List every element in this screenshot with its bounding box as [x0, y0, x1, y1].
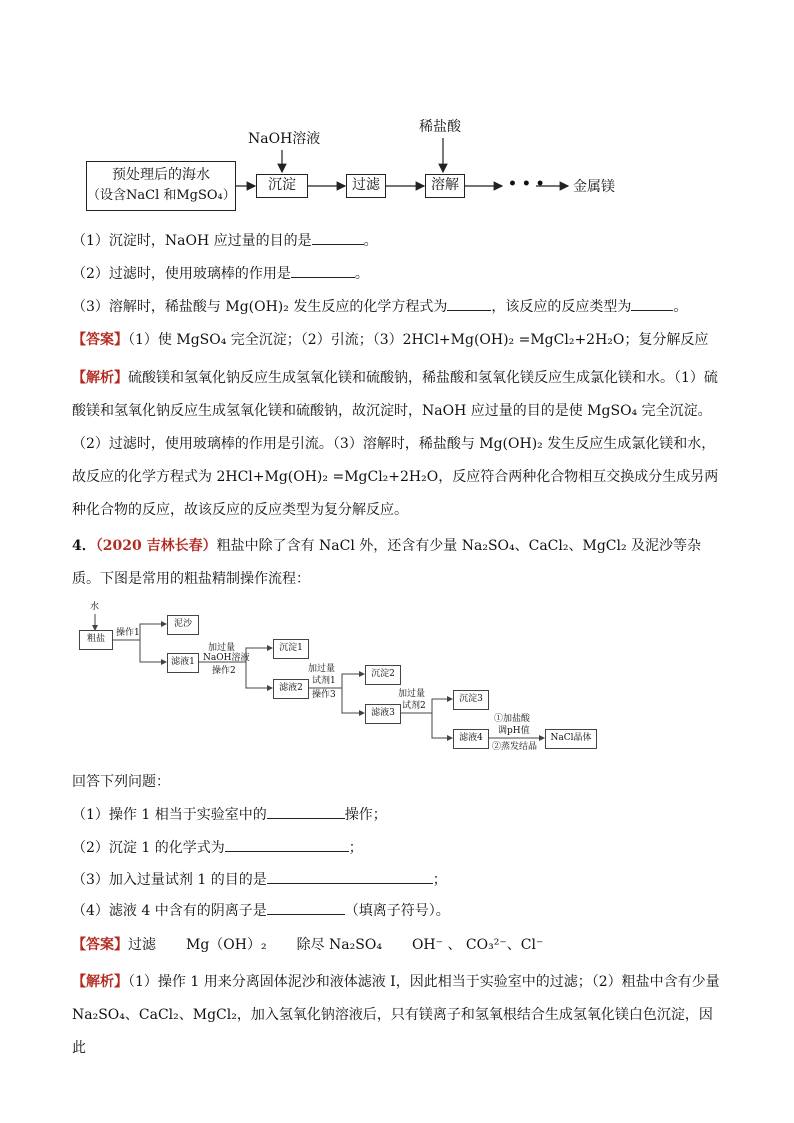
label-naoh-solution: NaOH溶液 [248, 131, 321, 147]
q3-part1-text: （1）沉淀时，NaOH 应过量的目的是 [72, 233, 312, 249]
label-add-r2-1: 加过量 [398, 689, 426, 699]
q3-answer-tail: ；复分解反应 [624, 332, 709, 348]
q4-part3-end: ； [432, 872, 447, 888]
q4-part2-end: ； [348, 840, 363, 856]
box-nacl-crystal: NaCl晶体 [545, 729, 597, 749]
branch-op1-lower [140, 640, 166, 662]
label-final-2: 调pH值 [498, 726, 530, 736]
label-op2: 操作2 [212, 666, 236, 676]
answer-blank [267, 804, 345, 819]
label-add-naoh-2: NaOH溶液 [203, 653, 250, 663]
box-precip3: 沉淀3 [453, 690, 489, 710]
q4-source: （2020 吉林长春） [95, 538, 217, 554]
q3-part3-text-a: （3）溶解时，稀盐酸与 Mg(OH)₂ 发生反应的化学方程式为 [72, 299, 448, 315]
label-add-r2-2: 试剂2 [402, 701, 426, 711]
q4-number: 4． [72, 538, 96, 554]
q4-part4 [72, 900, 450, 921]
q4-answer [72, 935, 543, 955]
box-crude-salt: 粗盐 [79, 630, 113, 650]
q4-answer-1: 过滤 [128, 937, 156, 953]
label-dots: • • • [508, 176, 545, 192]
q4-part3-text: （3）加入过量试剂 1 的目的是 [72, 872, 267, 888]
q4-part3 [72, 869, 447, 890]
box-filtrate3: 滤液3 [365, 704, 401, 724]
label-op1: 操作1 [116, 628, 140, 638]
q3-analysis-text-2: ，反应符合两种化合物相互交换成分生成另两种化合物的反应，故该反应的反应类型为复分解反应。 [72, 469, 719, 518]
box-filtrate2: 滤液2 [273, 679, 309, 699]
q4-answer-2: Mg（OH）₂ [186, 937, 267, 953]
q4-part4-end: （填离子符号）。 [344, 903, 450, 919]
q4-answer-4: OH⁻ 、 CO₃²⁻、Cl⁻ [411, 937, 544, 953]
box-filter: 过滤 [346, 174, 386, 198]
q3-part3-end: 。 [673, 299, 688, 315]
q4-answer-intro: 回答下列问题： [72, 774, 170, 790]
label-metal-mg: 金属镁 [573, 179, 615, 195]
q4-part1 [72, 804, 387, 825]
label-add-naoh-1: 加过量 [208, 643, 236, 653]
label-final-3: ②蒸发结晶 [492, 742, 538, 752]
label-add-r1-1: 加过量 [308, 664, 336, 674]
q4-part1-text: （1）操作 1 相当于实验室中的 [72, 807, 267, 823]
box-dissolve: 溶解 [425, 174, 465, 198]
answer-blank [225, 837, 349, 852]
answer-blank [267, 900, 345, 915]
box-precip1: 沉淀1 [273, 639, 309, 659]
box-precip2: 沉淀2 [365, 665, 401, 685]
q3-analysis-text-1: 硫酸镁和氢氧化钠反应生成氢氧化镁和硫酸钠，稀盐酸和氢氧化镁反应生成氯化镁和水。（1）硫酸镁和氢氧化钠反应生成氢氧化镁和硫酸钠，故沉淀时，NaOH 应过量的目的是使 MgSO₄ 完全沉淀。（2）过滤时，使用玻璃棒的作用是引流。（3）溶解时，稀盐酸与 Mg(OH)₂ 发生反应生成氯化镁和水，故反应的化学方程式为 [72, 370, 718, 485]
q3-part2-text: （2）过滤时，使用玻璃棒的作用是 [72, 266, 291, 282]
q4-analysis-text: （1）操作 1 用来分离固体泥沙和液体滤液 I，因此相当于实验室中的过滤；（2）粗盐中含有少量 Na₂SO₄、CaCl₂、MgCl₂，加入氢氧化钠溶液后，只有镁离子和氢氧根结合生成氢氧化镁白色沉淀，因此 [72, 974, 720, 1056]
label-water: 水 [90, 602, 100, 612]
label-final-1: ①加盐酸 [494, 714, 531, 724]
q3-answer-equation: 2HCl+Mg(OH)₂ =MgCl₂+2H₂O [402, 332, 625, 348]
box-precipitate: 沉淀 [256, 174, 308, 198]
analysis-tag: 【解析】 [72, 974, 128, 990]
box-filtrate4: 滤液4 [453, 729, 489, 749]
q4-part4-text: （4）滤液 4 中含有的阴离子是 [72, 903, 267, 919]
q3-part3-text-b: ，该反应的反应类型为 [491, 299, 632, 315]
label-add-r1-2: 试剂1 [312, 676, 336, 686]
q3-part1-end: 。 [363, 233, 378, 249]
q4-stem-text: 粗盐中除了含有 NaCl 外，还含有少量 Na₂SO₄、CaCl₂、MgCl₂ 及泥沙等杂质。下图是常用的粗盐精制操作流程： [72, 538, 702, 587]
q4-part2-text: （2）沉淀 1 的化学式为 [72, 840, 225, 856]
pretreat-line2: （设含NaCl 和MgSO₄） [87, 188, 236, 203]
analysis-tag: 【解析】 [72, 370, 128, 386]
branch-op2-lower [246, 662, 272, 688]
box-filtrate1: 滤液1 [167, 653, 199, 673]
label-dilute-hcl: 稀盐酸 [419, 119, 461, 135]
q4-part2 [72, 837, 363, 858]
label-op3: 操作3 [312, 690, 336, 700]
answer-blank [267, 869, 433, 884]
answer-tag: 【答案】 [72, 937, 128, 953]
branch-op3-lower [342, 688, 364, 713]
q3-answer-text: （1）使 MgSO₄ 完全沉淀；（2）引流；（3） [128, 332, 403, 348]
q4-part1-end: 操作； [344, 807, 387, 823]
q3-part2-end: 。 [354, 266, 369, 282]
q4-answer-3: 除尽 Na₂SO₄ [296, 937, 382, 953]
answer-tag: 【答案】 [72, 332, 128, 348]
branch-r2-lower [432, 713, 452, 738]
box-mud: 泥沙 [167, 615, 199, 635]
pretreat-line1: 预处理后的海水 [112, 167, 210, 183]
q3-analysis-equation: 2HCl+Mg(OH)₂ =MgCl₂+2H₂O [216, 469, 439, 485]
q4-analysis [72, 966, 724, 1065]
